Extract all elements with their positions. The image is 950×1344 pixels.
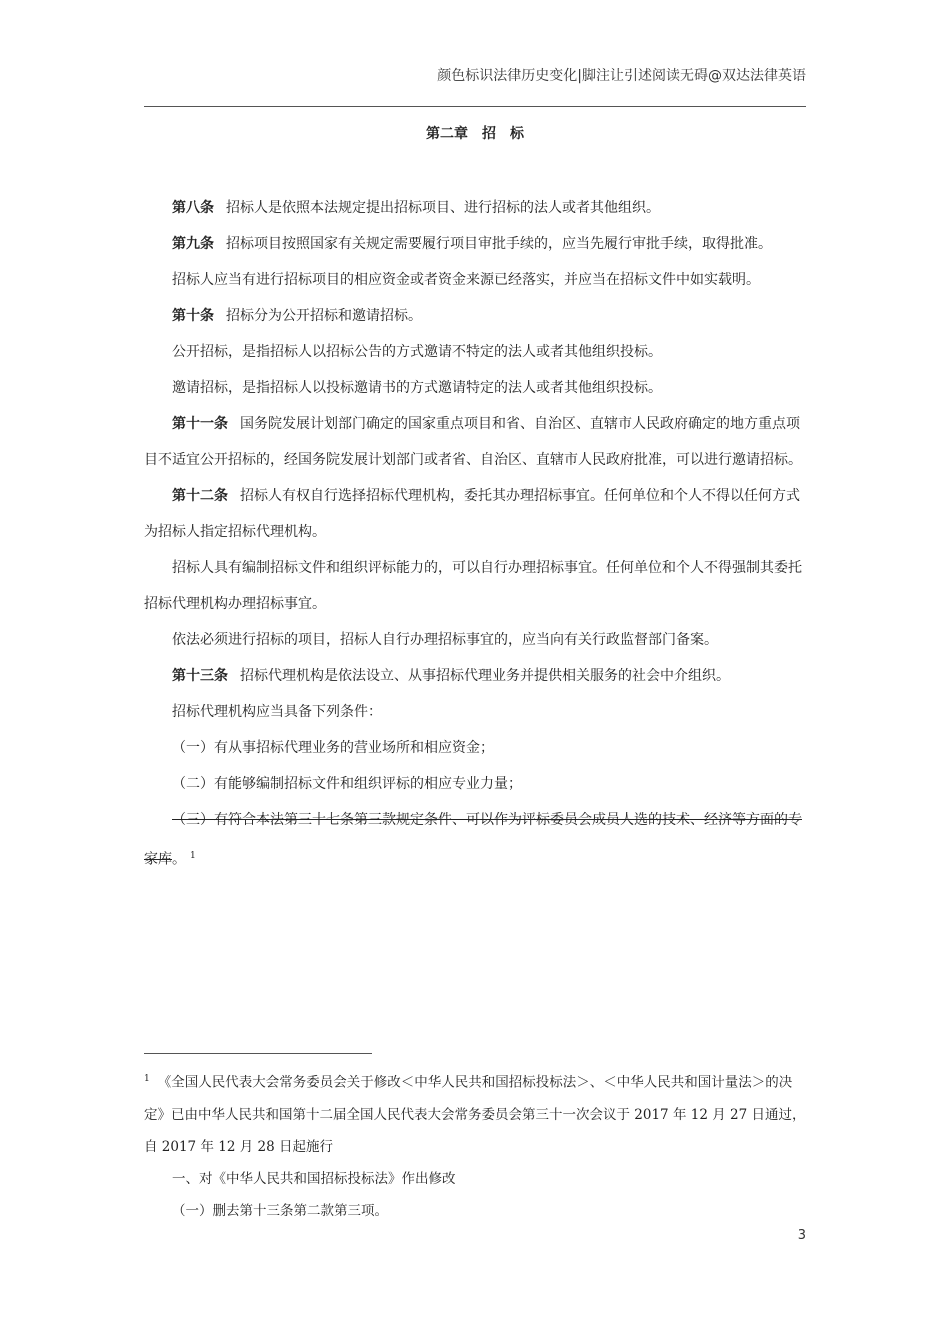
article-text: 招标分为公开招标和邀请招标。: [226, 308, 422, 324]
paragraph: [144, 334, 806, 370]
article-number: 第八条: [172, 200, 214, 216]
paragraph-text: 公开招标，是指招标人以招标公告的方式邀请不特定的法人或者其他组织投标。: [172, 344, 662, 360]
list-item: [144, 730, 806, 766]
article-text: 招标人有权自行选择招标代理机构，委托其办理招标事宜。任何单位和个人不得以任何方式为招标人指定招标代理机构。: [144, 488, 800, 540]
article-12: [144, 478, 806, 550]
article-8: [144, 190, 806, 226]
footnote-reference[interactable]: 1: [190, 851, 196, 861]
paragraph: [144, 370, 806, 406]
article-number: 第十三条: [172, 668, 228, 684]
paragraph-text: 邀请招标，是指招标人以投标邀请书的方式邀请特定的法人或者其他组织投标。: [172, 380, 662, 396]
article-number: 第十条: [172, 308, 214, 324]
footnote-text: 《全国人民代表大会常务委员会关于修改＜中华人民共和国招标投标法＞、＜中华人民共和国计量法＞的决定》已由中华人民共和国第十二届全国人民代表大会常务委员会第三十一次会议于 2017 年 12 月 27 日通过，自 2017 年 12 月 28 日起施行: [144, 1074, 806, 1155]
article-text: 国务院发展计划部门确定的国家重点项目和省、自治区、直辖市人民政府确定的地方重点项目不适宜公开招标的，经国务院发展计划部门或者省、自治区、直辖市人民政府批准，可以进行邀请招标。: [144, 416, 802, 468]
article-text: 招标项目按照国家有关规定需要履行项目审批手续的，应当先履行审批手续，取得批准。: [226, 236, 772, 252]
article-9: [144, 226, 806, 262]
article-text: 招标代理机构是依法设立、从事招标代理业务并提供相关服务的社会中介组织。: [240, 668, 730, 684]
list-item-text: （一）有从事招标代理业务的营业场所和相应资金；: [172, 740, 494, 756]
paragraph-text: 依法必须进行招标的项目，招标人自行办理招标事宜的，应当向有关行政监督部门备案。: [172, 632, 718, 648]
sentence-end: 。: [172, 851, 186, 868]
footnote-line: 一、对《中华人民共和国招标投标法》作出修改: [172, 1170, 456, 1187]
paragraph-text: 招标人具有编制招标文件和组织评标能力的，可以自行办理招标事宜。任何单位和个人不得强制其委托招标代理机构办理招标事宜。: [144, 560, 802, 612]
header-divider: [144, 106, 806, 107]
paragraph: [144, 694, 806, 730]
article-13: [144, 658, 806, 694]
paragraph: [144, 262, 806, 298]
paragraph-text: 招标人应当有进行招标项目的相应资金或者资金来源已经落实，并应当在招标文件中如实载明。: [172, 272, 760, 288]
article-number: 第九条: [172, 236, 214, 252]
deleted-list-item: [144, 802, 806, 878]
paragraph-text: 招标代理机构应当具备下列条件：: [172, 704, 382, 720]
article-number: 第十二条: [172, 488, 228, 504]
article-number: 第十一条: [172, 416, 228, 432]
article-text: 招标人是依照本法规定提出招标项目、进行招标的法人或者其他组织。: [226, 200, 660, 216]
footnote-mark: 1: [144, 1074, 150, 1084]
chapter-title: 第二章 招 标: [426, 126, 524, 142]
footnote-divider: [144, 1053, 372, 1054]
footnote-body: [144, 1063, 806, 1163]
article-10: [144, 298, 806, 334]
list-item: [144, 766, 806, 802]
paragraph: [144, 550, 806, 622]
article-11: [144, 406, 806, 478]
footnote-section: [144, 1063, 806, 1227]
running-header: 颜色标识法律历史变化|脚注让引述阅读无碍@双达法律英语: [437, 68, 806, 84]
footnote-line: （一）删去第十三条第二款第三项。: [172, 1202, 388, 1219]
list-item-text: （二）有能够编制招标文件和组织评标的相应专业力量；: [172, 776, 522, 792]
page-number: 3: [797, 1228, 806, 1243]
document-body: [144, 190, 806, 878]
struck-text: （三）有符合本法第三十七条第三款规定条件、可以作为评标委员会成员人选的技术、经济等方面的专家库: [144, 812, 802, 868]
paragraph: [144, 622, 806, 658]
